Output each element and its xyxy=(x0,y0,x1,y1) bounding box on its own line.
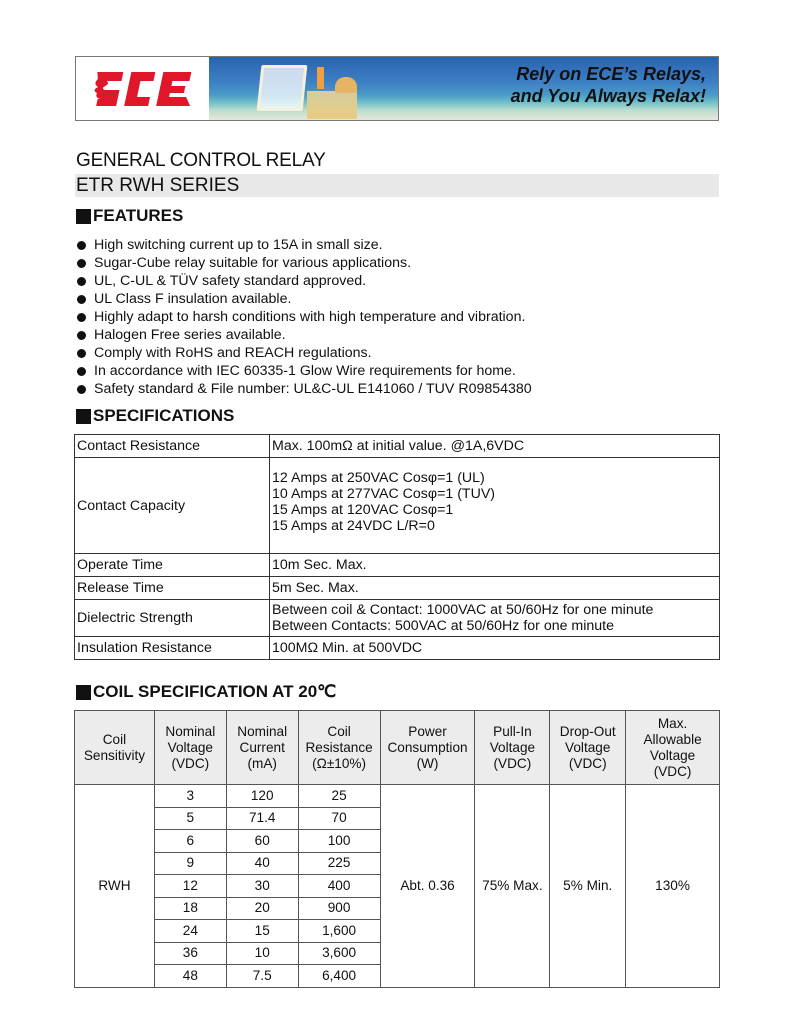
feature-text: Sugar-Cube relay suitable for various applications. xyxy=(94,255,412,271)
square-bullet-icon xyxy=(76,409,91,424)
slogan-line-2: and You Always Relax! xyxy=(510,86,706,106)
spec-label: Insulation Resistance xyxy=(75,637,270,660)
coil-column-header xyxy=(475,711,550,785)
slogan xyxy=(511,63,706,107)
nominal-voltage: 48 xyxy=(154,965,226,988)
nominal-current: 120 xyxy=(226,785,298,808)
feature-item xyxy=(77,326,532,344)
coil-resistance: 100 xyxy=(298,830,380,853)
nominal-voltage: 12 xyxy=(154,875,226,898)
coil-heading-text: COIL SPECIFICATION AT 20℃ xyxy=(93,682,337,701)
feature-text: UL, C-UL & TÜV safety standard approved. xyxy=(94,273,367,289)
spec-label: Contact Capacity xyxy=(75,458,270,554)
coil-resistance: 25 xyxy=(298,785,380,808)
header-banner xyxy=(75,56,719,121)
spec-value xyxy=(270,600,720,637)
header-line: Voltage xyxy=(649,747,696,763)
nominal-current: 15 xyxy=(226,920,298,943)
nominal-voltage: 6 xyxy=(154,830,226,853)
nominal-current: 30 xyxy=(226,875,298,898)
spec-row xyxy=(75,600,720,637)
feature-item xyxy=(77,254,532,272)
nominal-current: 20 xyxy=(226,897,298,920)
nominal-voltage: 3 xyxy=(154,785,226,808)
header-line: Voltage xyxy=(167,739,213,755)
spec-label: Operate Time xyxy=(75,554,270,577)
feature-text: Safety standard & File number: UL&C-UL E141060 / TUV R09854380 xyxy=(94,381,532,397)
coil-header-row xyxy=(75,711,720,785)
spec-value xyxy=(270,435,720,458)
header-line: (mA) xyxy=(247,755,277,771)
ece-logo xyxy=(76,57,209,120)
header-line: Drop-Out xyxy=(559,723,616,739)
header-line: Allowable xyxy=(643,731,702,747)
spec-label: Dielectric Strength xyxy=(75,600,270,637)
coil-column-header xyxy=(298,711,380,785)
coil-column-header xyxy=(626,711,720,785)
coil-heading xyxy=(76,682,336,702)
bullet-icon xyxy=(77,295,86,304)
coil-column-header xyxy=(380,711,475,785)
spec-value xyxy=(270,458,720,554)
pull-in-voltage: 75% Max. xyxy=(475,785,550,988)
header-line: (Ω±10%) xyxy=(312,755,367,771)
feature-item xyxy=(77,290,532,308)
spec-row xyxy=(75,577,720,600)
spec-value xyxy=(270,554,720,577)
bullet-icon xyxy=(77,349,86,358)
feature-text: Comply with RoHS and REACH regulations. xyxy=(94,345,372,361)
power-consumption: Abt. 0.36 xyxy=(380,785,475,988)
header-line: (VDC) xyxy=(568,755,607,771)
header-line: Nominal xyxy=(237,723,288,739)
spec-value-line: Between Contacts: 500VAC at 50/60Hz for one minute xyxy=(272,618,615,634)
nominal-current: 40 xyxy=(226,852,298,875)
spec-row xyxy=(75,637,720,660)
feature-item xyxy=(77,362,532,380)
bullet-icon xyxy=(77,277,86,286)
feature-item xyxy=(77,308,532,326)
feature-item xyxy=(77,236,532,254)
coil-resistance: 900 xyxy=(298,897,380,920)
header-line: Voltage xyxy=(565,739,611,755)
beach-table-image xyxy=(307,91,357,119)
feature-item xyxy=(77,272,532,290)
spec-value-line: Max. 100mΩ at initial value. @1A,6VDC xyxy=(272,438,525,454)
nominal-current: 71.4 xyxy=(226,807,298,830)
header-line: Consumption xyxy=(387,739,468,755)
header-line: Coil xyxy=(102,731,127,747)
square-bullet-icon xyxy=(76,685,91,700)
features-heading xyxy=(76,206,183,226)
coil-resistance: 6,400 xyxy=(298,965,380,988)
spec-value-line: 10 Amps at 277VAC Cosφ=1 (TUV) xyxy=(272,486,496,502)
header-line: Coil xyxy=(327,723,351,739)
header-line: (VDC) xyxy=(493,755,532,771)
header-line: Voltage xyxy=(489,739,536,755)
spec-value-line: 10m Sec. Max. xyxy=(272,557,367,573)
max-allowable-voltage: 130% xyxy=(626,785,720,988)
series-title: ETR RWH SERIES xyxy=(75,174,719,197)
bullet-icon xyxy=(77,241,86,250)
spec-row xyxy=(75,458,720,554)
header-line: Nominal xyxy=(165,723,216,739)
coil-row xyxy=(75,785,720,808)
header-line: (W) xyxy=(416,755,439,771)
ece-logo-icon xyxy=(84,69,202,109)
coil-sensitivity: RWH xyxy=(75,785,155,988)
header-line: Sensitivity xyxy=(83,747,146,763)
bullet-icon xyxy=(77,367,86,376)
header-line: (VDC) xyxy=(171,755,210,771)
coil-resistance: 400 xyxy=(298,875,380,898)
spec-value-line: 12 Amps at 250VAC Cosφ=1 (UL) xyxy=(272,470,485,486)
feature-text: High switching current up to 15A in small size. xyxy=(94,237,383,253)
drop-out-voltage: 5% Min. xyxy=(550,785,626,988)
nominal-voltage: 24 xyxy=(154,920,226,943)
specifications-heading-text: SPECIFICATIONS xyxy=(93,406,235,425)
coil-column-header xyxy=(75,711,155,785)
coil-column-header xyxy=(154,711,226,785)
spec-row xyxy=(75,435,720,458)
bullet-icon xyxy=(77,259,86,268)
spec-label: Contact Resistance xyxy=(75,435,270,458)
feature-text: Halogen Free series available. xyxy=(94,327,286,343)
beach-chair-image xyxy=(257,65,308,111)
spec-value-line: 5m Sec. Max. xyxy=(272,580,359,596)
coil-resistance: 225 xyxy=(298,852,380,875)
spec-label: Release Time xyxy=(75,577,270,600)
nominal-current: 7.5 xyxy=(226,965,298,988)
spec-row xyxy=(75,554,720,577)
coil-specification-table xyxy=(74,710,720,988)
feature-text: Highly adapt to harsh conditions with high temperature and vibration. xyxy=(94,309,526,325)
spec-value xyxy=(270,577,720,600)
spec-value-line: Between coil & Contact: 1000VAC at 50/60Hz for one minute xyxy=(272,602,654,618)
spec-value xyxy=(270,637,720,660)
nominal-current: 10 xyxy=(226,942,298,965)
header-line: Pull-In xyxy=(493,723,532,739)
bullet-icon xyxy=(77,385,86,394)
header-line: Max. xyxy=(657,715,688,731)
spec-value-line: 15 Amps at 120VAC Cosφ=1 xyxy=(272,502,454,518)
header-line: Current xyxy=(239,739,285,755)
slogan-line-1: Rely on ECE’s Relays, xyxy=(516,64,706,84)
feature-text: In accordance with IEC 60335-1 Glow Wire requirements for home. xyxy=(94,363,516,379)
feature-item xyxy=(77,344,532,362)
page-title: GENERAL CONTROL RELAY xyxy=(76,150,326,171)
coil-column-header xyxy=(226,711,298,785)
features-heading-text: FEATURES xyxy=(93,206,184,225)
nominal-current: 60 xyxy=(226,830,298,853)
basket-image xyxy=(335,77,357,93)
header-line: Resistance xyxy=(305,739,373,755)
beach-photo xyxy=(209,57,718,120)
svg-text:ECE: ECE xyxy=(83,68,86,70)
square-bullet-icon xyxy=(76,209,91,224)
header-line: (VDC) xyxy=(653,763,692,779)
nominal-voltage: 18 xyxy=(154,897,226,920)
spec-value-line: 15 Amps at 24VDC L/R=0 xyxy=(272,518,435,534)
features-list xyxy=(77,236,532,398)
feature-item xyxy=(77,380,532,398)
specifications-table xyxy=(74,434,720,660)
coil-resistance: 70 xyxy=(298,807,380,830)
coil-resistance: 1,600 xyxy=(298,920,380,943)
header-line: Power xyxy=(408,723,447,739)
specifications-heading xyxy=(76,406,234,426)
coil-resistance: 3,600 xyxy=(298,942,380,965)
spec-value-line: 100MΩ Min. at 500VDC xyxy=(272,640,423,656)
nominal-voltage: 36 xyxy=(154,942,226,965)
feature-text: UL Class F insulation available. xyxy=(94,291,292,307)
bullet-icon xyxy=(77,331,86,340)
nominal-voltage: 5 xyxy=(154,807,226,830)
drink-image xyxy=(317,67,324,89)
coil-column-header xyxy=(550,711,626,785)
nominal-voltage: 9 xyxy=(154,852,226,875)
bullet-icon xyxy=(77,313,86,322)
